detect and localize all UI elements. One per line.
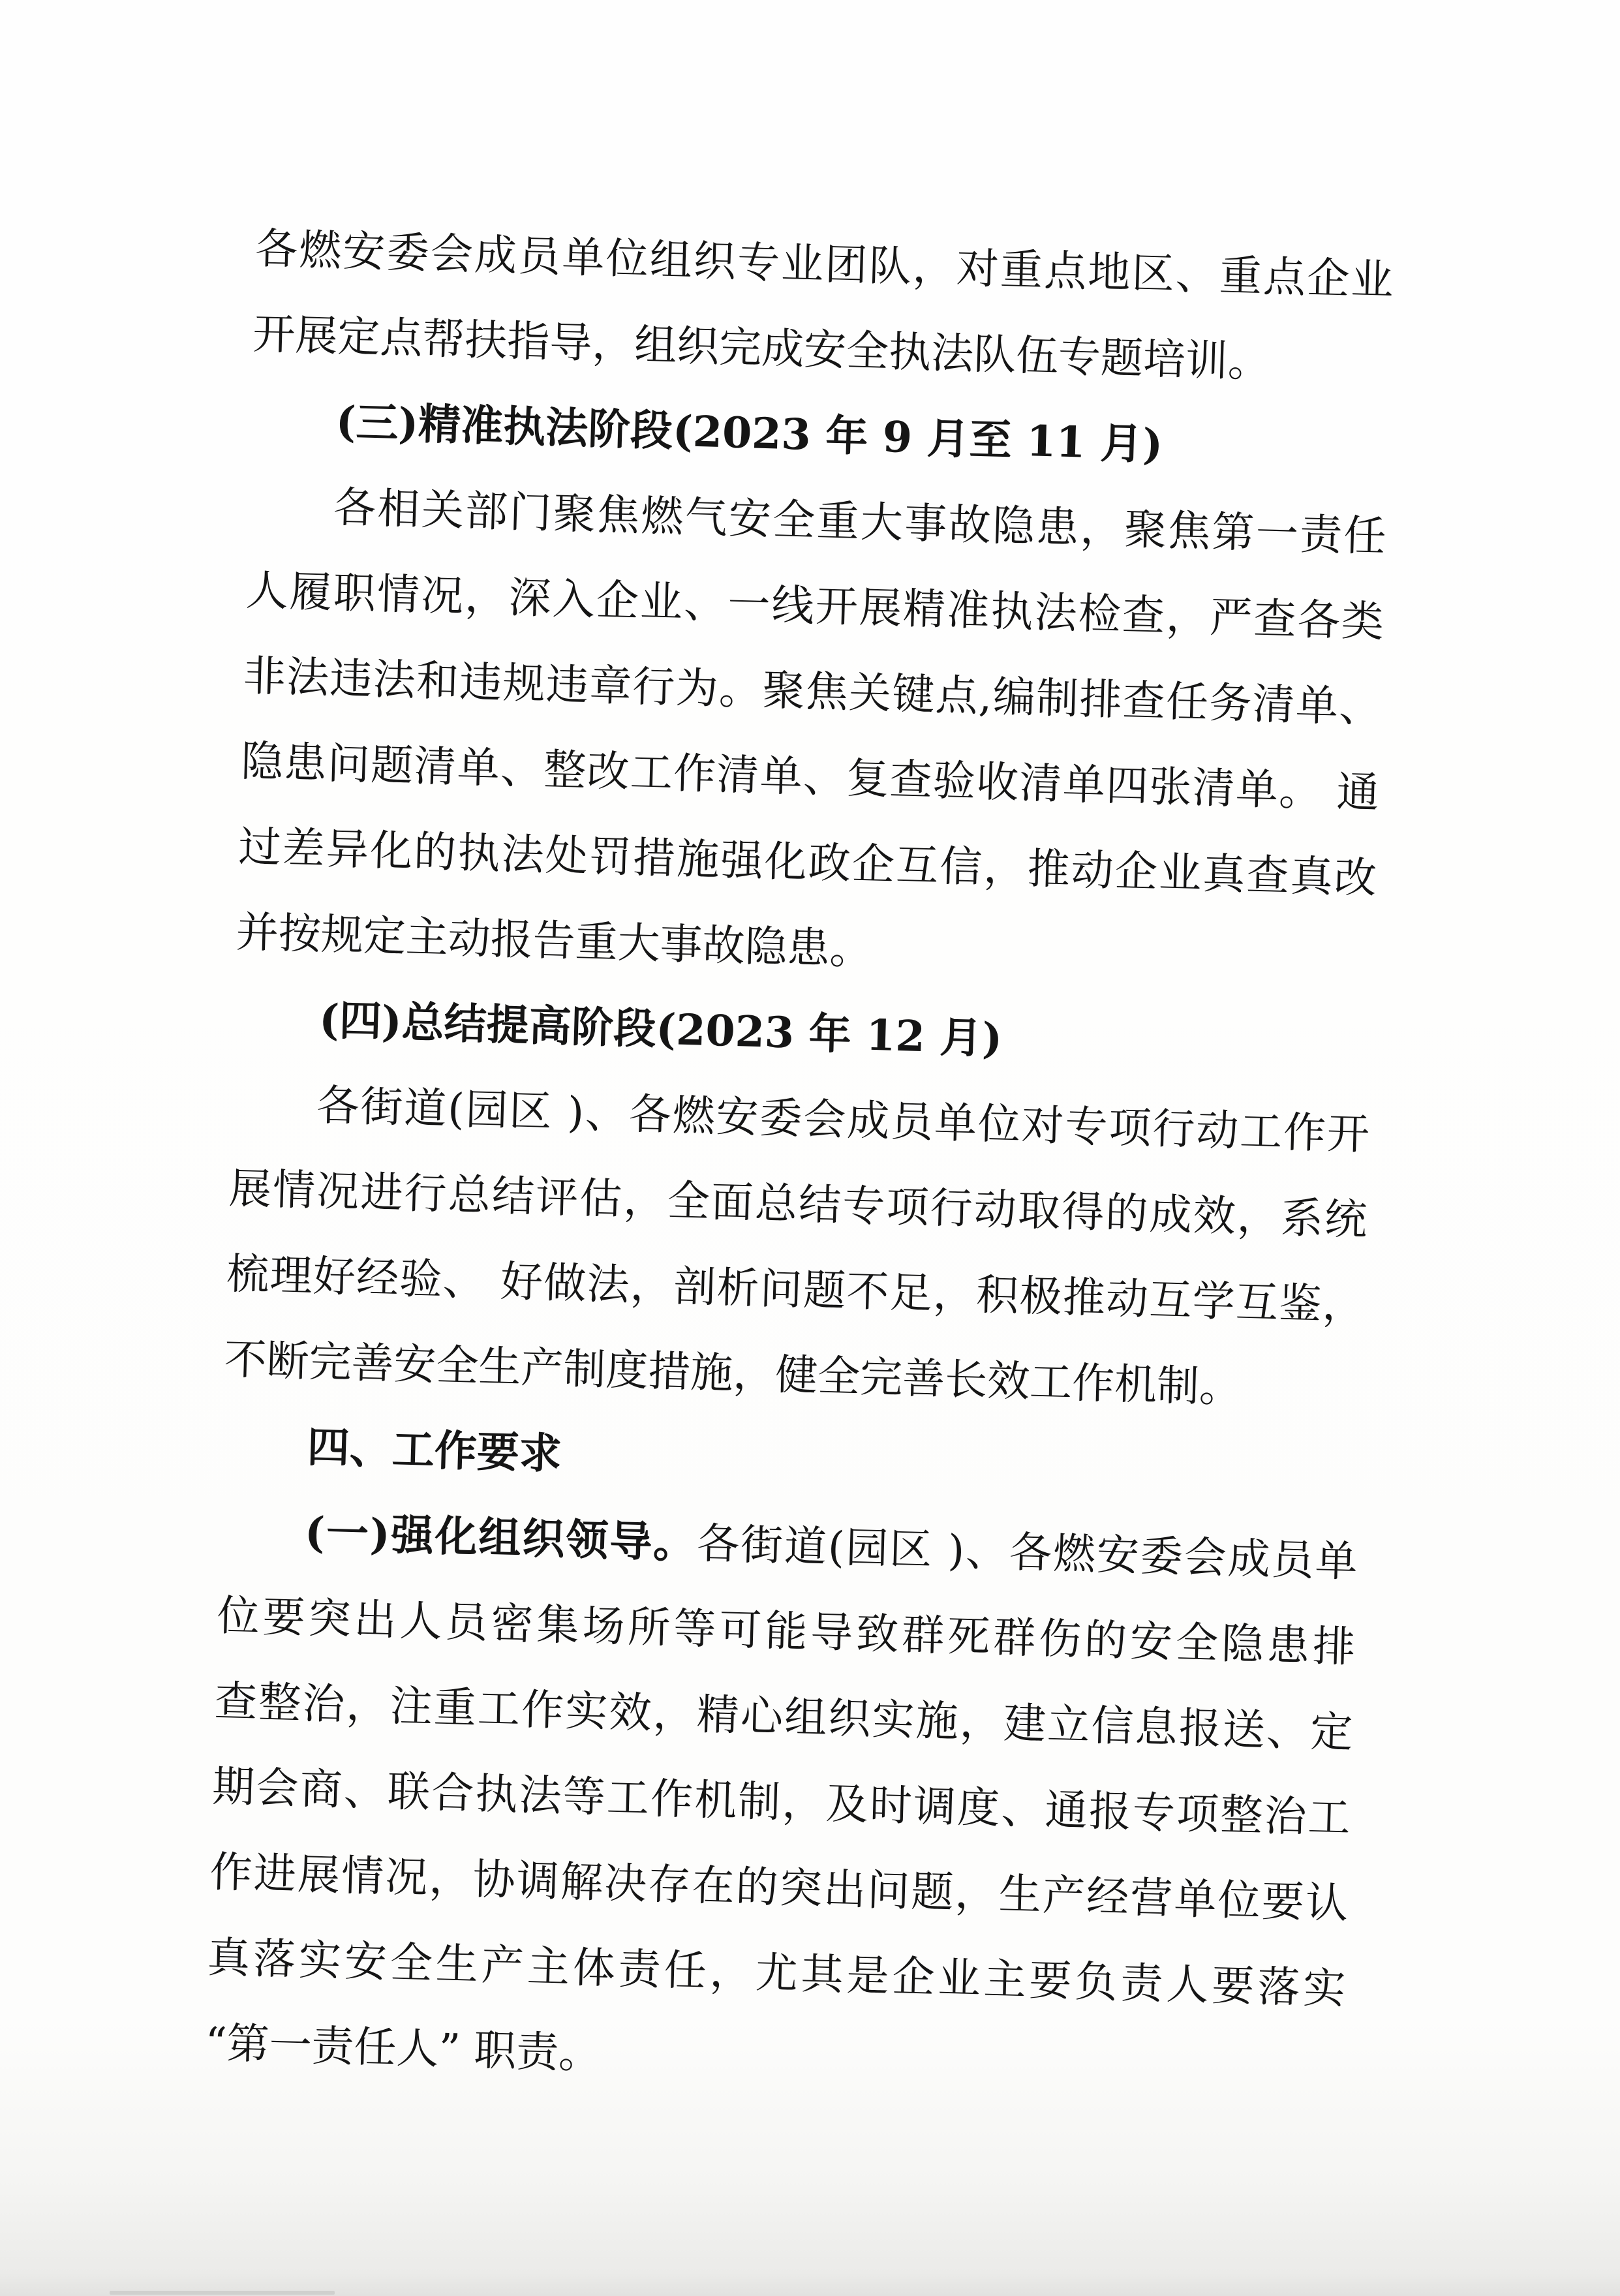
line-text: 隐患问题清单、整改工作清单、复查验收清单四张清单。 通 xyxy=(240,737,1380,818)
line-text: 各街道(园区 )、各燃安委会成员单位对专项行动工作开 xyxy=(316,1081,1370,1160)
line-text: 各街道(园区 )、各燃安委会成员单 xyxy=(696,1519,1358,1587)
line-text: 梳理好经验、 好做法，剖析问题不足，积极推动互学互鉴， xyxy=(226,1249,1366,1331)
line-text: 各燃安委会成员单位组织专业团队，对重点地区、重点企业 xyxy=(254,224,1394,305)
line-text: (四)总结提高阶段(2023 年 12 月) xyxy=(318,995,1003,1064)
line-text: 真落实安全生产主体责任，尤其是企业主要负责人要落实 xyxy=(206,1933,1347,2014)
line-text: (三)精准执法阶段(2023 年 9 月至 11 月) xyxy=(335,397,1164,470)
line-text: 位要突出人员密集场所等可能导致群死群伤的安全隐患排 xyxy=(216,1591,1356,1672)
paragraph-lead: (一)强化组织领导。 xyxy=(304,1507,698,1569)
scan-edge-artifact xyxy=(110,2291,335,2295)
line-text: 不断完善安全生产制度措施，健全完善长效工作机制。 xyxy=(223,1335,1243,1413)
line-text: 查整治，注重工作实效，精心组织实施，建立信息报送、定 xyxy=(213,1677,1354,1758)
line-text: 期会商、联合执法等工作机制，及时调度、通报专项整治工 xyxy=(211,1762,1351,1843)
line-text: 各相关部门聚焦燃气安全重大事故隐患，聚焦第一责任 xyxy=(333,483,1387,562)
line-text: 四、工作要求 xyxy=(306,1422,562,1479)
line-text: 开展定点帮扶指导，组织完成安全执法队伍专题培训。 xyxy=(252,309,1271,388)
line-text: 非法违法和违规违章行为。聚焦关键点,编制排查任务清单、 xyxy=(242,651,1383,733)
line-text: 人履职情况，深入企业、一线开展精准执法检查，严查各类 xyxy=(245,566,1384,647)
line-text: “第一责任人” 职责。 xyxy=(204,2018,602,2079)
line-text: 作进展情况，协调解决存在的突出问题，生产经营单位要认 xyxy=(209,1848,1349,1929)
line-text: 过差异化的执法处罚措施强化政企互信，推动企业真查真改 xyxy=(237,822,1377,904)
line-text: 展情况进行总结评估，全面总结专项行动取得的成效，系统 xyxy=(228,1164,1368,1246)
document-text-block xyxy=(204,206,1395,2118)
line-text: 并按规定主动报告重大事故隐患。 xyxy=(235,908,873,975)
